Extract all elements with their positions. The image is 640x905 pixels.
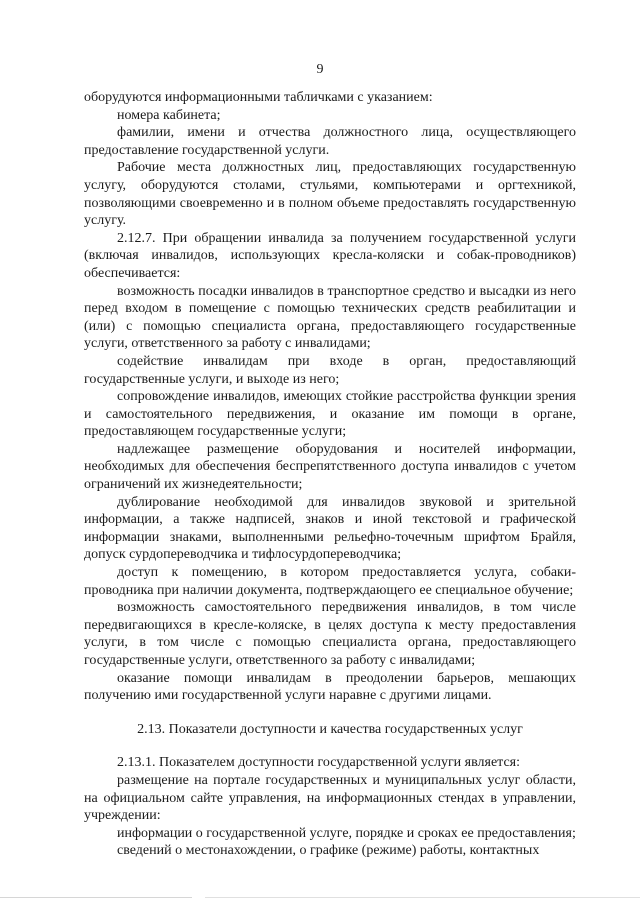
document-body <box>84 89 576 860</box>
paragraph: возможность посадки инвалидов в транспортное средство и высадки из него перед входом в помещение с помощью технических средств реабилитации и (или) с помощью специалиста органа, предоставляющего государственные услуги, ответственного за работу с инвалидами; <box>84 283 576 352</box>
paragraph: доступ к помещению, в котором предоставляется услуга, собаки-проводника при наличии документа, подтверждающего ее специальное обучение; <box>84 565 576 598</box>
paragraph: дублирование необходимой для инвалидов звуковой и зрительной информации, а также надписей, знаков и иной текстовой и графической информации знаками, выполненными рельефно-точечным шрифтом Брайля, допуск сурдопереводчика и тифлосурдопереводчика; <box>84 494 576 563</box>
paragraph: фамилии, имени и отчества должностного лица, осуществляющего предоставление государственной услуги. <box>84 125 576 158</box>
paragraph: номера кабинета; <box>117 107 221 123</box>
paragraph: размещение на портале государственных и муниципальных услуг области, на официальном сайте управления, на информационных стендах в управлении, учреждении: <box>84 772 576 824</box>
paragraph: 2.12.7. При обращении инвалида за получением государственной услуги (включая инвалидов, использующих кресла-коляски и собак-проводников) обеспечивается: <box>84 230 576 281</box>
paragraph: сведений о местонахождении, о графике (режиме) работы, контактных <box>117 843 540 859</box>
paragraph: содействие инвалидам при входе в орган, предоставляющий государственные услуги, и выходе из него; <box>84 353 576 387</box>
paragraph: 2.13.1. Показателем доступности государственной услуги является: <box>117 755 521 771</box>
paragraph: оборудуются информационными табличками с указанием: <box>84 90 433 105</box>
section-heading: 2.13. Показатели доступности и качества государственных услуг <box>137 721 523 737</box>
paragraph: возможность самостоятельного передвижения инвалидов, в том числе передвигающихся в кресле-коляске, в целях доступа к месту предоставления услуги, в том числе с помощью специалиста органа, предоставляющего государственные услуги, ответственного за работу с инвалидами; <box>84 600 576 668</box>
paragraph: Рабочие места должностных лиц, предоставляющих государственную услугу, оборудуются столами, стульями, компьютерами и оргтехникой, позволяющими своевременно и в полном объеме предоставлять государственную услугу. <box>84 160 576 229</box>
scan-edge-line <box>0 897 640 898</box>
paragraph: сопровождение инвалидов, имеющих стойкие расстройства функции зрения и самостоятельного передвижения, и оказание им помощи в органе, предоставляющем государственные услуги; <box>84 389 576 440</box>
paragraph: оказание помощи инвалидам в преодолении барьеров, мешающих получению ими государственной услуги наравне с другими лицами. <box>84 670 576 704</box>
paragraph: надлежащее размещение оборудования и носителей информации, необходимых для обеспечения беспрепятственного доступа инвалидов с учетом ограничений их жизнедеятельности; <box>84 441 576 493</box>
page-number: 9 <box>316 62 324 77</box>
paragraph: информации о государственной услуге, порядке и сроках ее предоставления; <box>117 825 576 841</box>
